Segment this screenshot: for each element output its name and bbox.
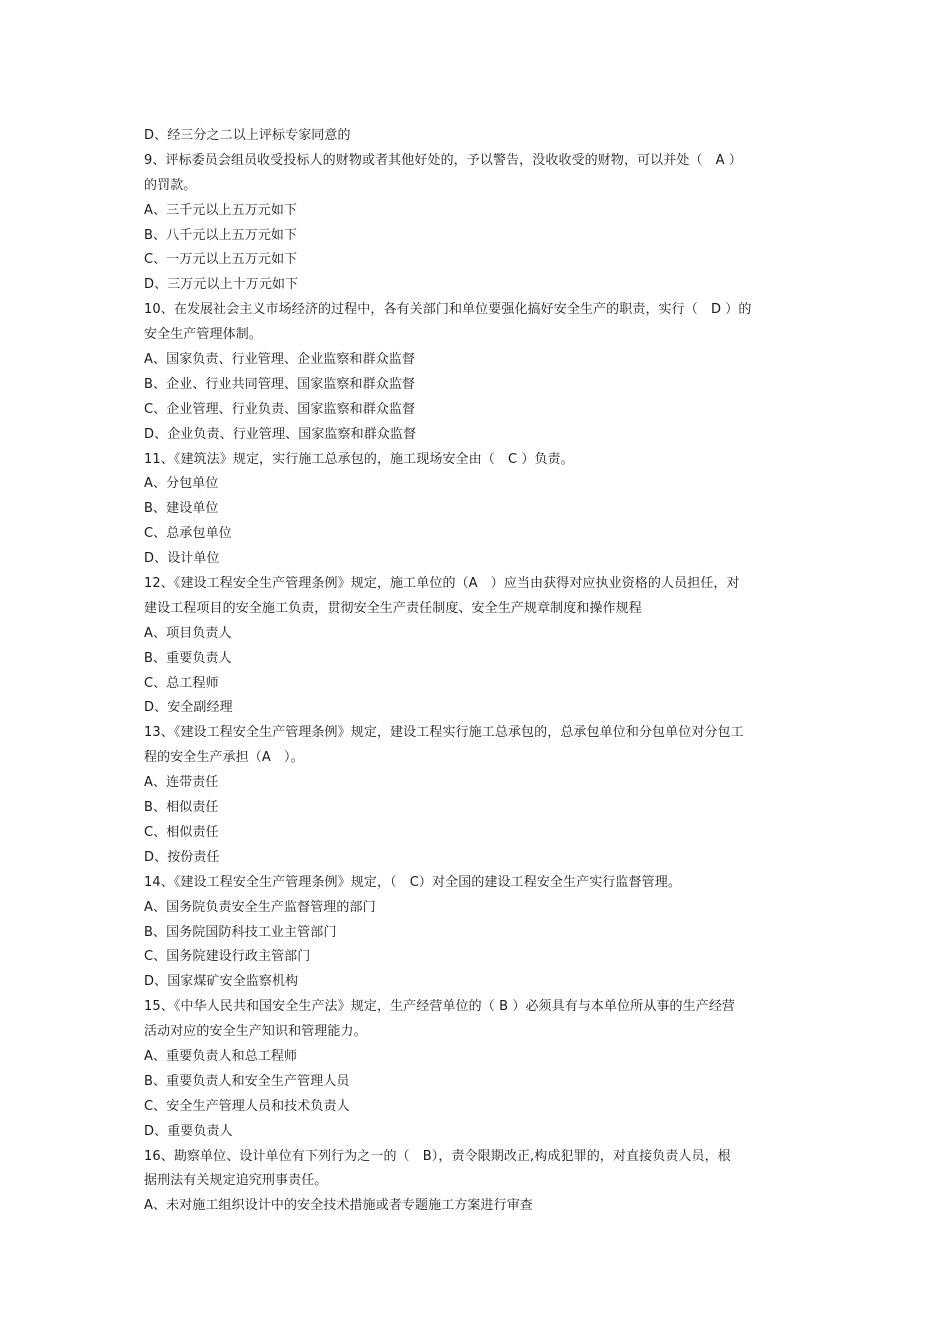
option-line: C、总承包单位 — [144, 526, 232, 542]
question-line: 10、在发展社会主义市场经济的过程中，各有关部门和单位要强化搞好安全生产的职责，实行（ D ）的 — [144, 302, 752, 318]
option-line: A、项目负责人 — [144, 625, 232, 641]
question-line: 的罚款。 — [144, 177, 197, 193]
document-body — [144, 124, 810, 1219]
option-line: D、设计单位 — [144, 551, 220, 567]
question-line: 据刑法有关规定追究刑事责任。 — [144, 1173, 328, 1189]
option-line: C、一万元以上五万元如下 — [144, 252, 298, 268]
question-line: 9、评标委员会组员收受投标人的财物或者其他好处的，予以警告，没收收受的财物，可以并处（ A ） — [144, 152, 742, 168]
option-line: D、企业负责、行业管理、国家监察和群众监督 — [144, 426, 417, 442]
option-line: B、建设单位 — [144, 501, 219, 517]
question-line: 安全生产管理体制。 — [144, 327, 262, 343]
option-line: A、国家负责、行业管理、企业监察和群众监督 — [144, 352, 415, 368]
question-line: 11、《建筑法》规定，实行施工总承包的，施工现场安全由（ C ）负责。 — [144, 451, 574, 467]
option-line: C、相似责任 — [144, 824, 219, 840]
option-line: C、安全生产管理人员和技术负责人 — [144, 1098, 350, 1114]
option-line: B、国务院国防科技工业主管部门 — [144, 924, 337, 940]
question-line: 程的安全生产承担（A ）。 — [144, 750, 304, 766]
option-line: A、重要负责人和总工程师 — [144, 1048, 298, 1064]
option-line: A、国务院负责安全生产监督管理的部门 — [144, 899, 376, 915]
option-line: C、总工程师 — [144, 675, 219, 691]
option-line: B、相似责任 — [144, 800, 219, 816]
question-line: 15、《中华人民共和国安全生产法》规定，生产经营单位的（ B ）必须具有与本单位所从事的生产经营 — [144, 999, 736, 1015]
option-line: A、连带责任 — [144, 775, 219, 791]
option-line: C、企业管理、行业负责、国家监察和群众监督 — [144, 401, 416, 417]
question-line: 12、《建设工程安全生产管理条例》规定，施工单位的（A ）应当由获得对应执业资格的人员担任，对 — [144, 576, 740, 592]
option-line: D、安全副经理 — [144, 700, 233, 716]
option-line: D、按份责任 — [144, 849, 220, 865]
option-line: D、重要负责人 — [144, 1123, 233, 1139]
question-line: 16、勘察单位、设计单位有下列行为之一的（ B），责令限期改正,构成犯罪的，对直接负责人员，根 — [144, 1148, 731, 1164]
option-line: B、重要负责人 — [144, 650, 232, 666]
option-line: D、经三分之二以上评标专家同意的 — [144, 128, 351, 143]
option-line: B、企业、行业共同管理、国家监察和群众监督 — [144, 376, 416, 392]
question-line: 14、《建设工程安全生产管理条例》规定，（ C）对全国的建设工程安全生产实行监督管理。 — [144, 874, 681, 890]
option-line: A、三千元以上五万元如下 — [144, 202, 298, 218]
option-line: A、分包单位 — [144, 476, 219, 492]
question-line: 建设工程项目的安全施工负责，贯彻安全生产责任制度、安全生产规章制度和操作规程 — [144, 600, 642, 616]
option-line: B、重要负责人和安全生产管理人员 — [144, 1073, 350, 1089]
option-line: B、八千元以上五万元如下 — [144, 227, 298, 243]
option-line: A、未对施工组织设计中的安全技术措施或者专题施工方案进行审查 — [144, 1198, 533, 1214]
option-line: D、三万元以上十万元如下 — [144, 277, 299, 293]
question-line: 活动对应的安全生产知识和管理能力。 — [144, 1024, 367, 1040]
option-line: D、国家煤矿安全监察机构 — [144, 974, 299, 990]
option-line: C、国务院建设行政主管部门 — [144, 949, 311, 965]
question-line: 13、《建设工程安全生产管理条例》规定，建设工程实行施工总承包的，总承包单位和分包单位对分包工 — [144, 725, 744, 741]
